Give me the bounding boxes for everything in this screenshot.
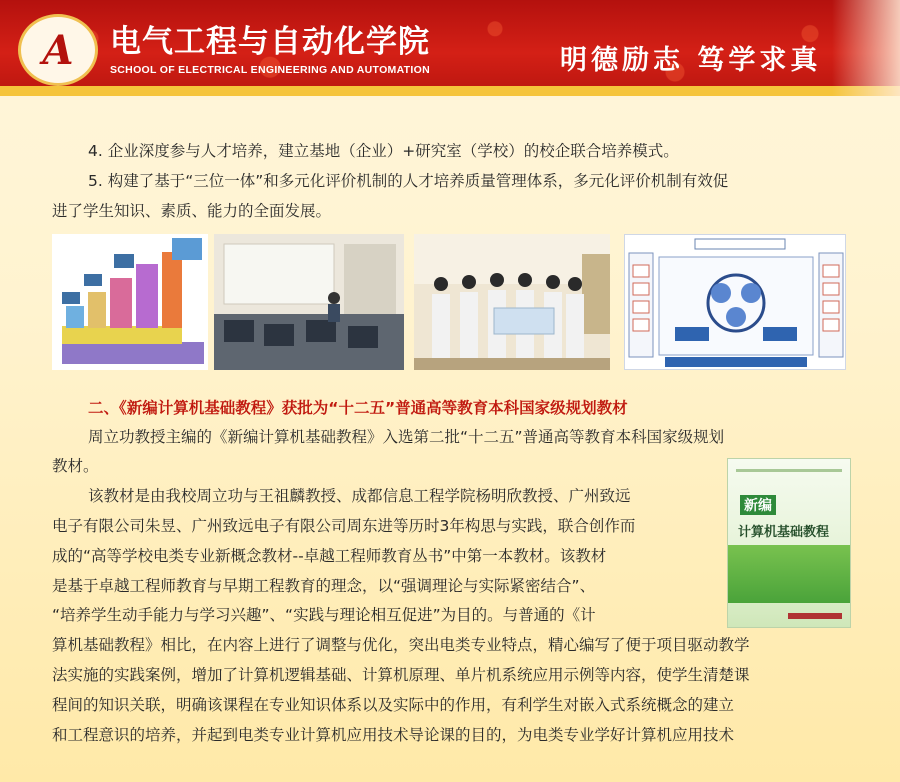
para-2-line-3: 成的“高等学校电类专业新概念教材--卓越工程师教育丛书”中第一本教材。该教材 xyxy=(52,547,607,565)
book-publisher-mark xyxy=(788,613,842,619)
para-2-line-8: 程间的知识关联，明确该课程在专业知识体系以及实际中的作用，有利学生对嵌入式系统概念的建立 xyxy=(52,696,735,714)
para-2-line-9: 和工程意识的培养，并起到电类专业计算机应用技术导论课的目的，为电类专业学好计算机应用技术 xyxy=(52,726,735,744)
book-logo: 新编 xyxy=(740,495,776,515)
header-banner xyxy=(0,0,900,96)
banner-gold-band xyxy=(0,86,900,96)
school-name-en: SCHOOL OF ELECTRICAL ENGINEERING AND AUTOMATION xyxy=(110,64,430,76)
para-2-line-4: 是基于卓越工程师教育与早期工程教育的理念，以“强调理论与实际紧密结合”、 xyxy=(52,577,596,595)
school-name-cn: 电气工程与自动化学院 xyxy=(110,24,430,60)
para-2-line-5: “培养学生动手能力与学习兴趣”、“实践与理论相互促进”为目的。与普通的《计 xyxy=(52,606,596,624)
book-band xyxy=(728,545,850,603)
para-2-line-1: 该教材是由我校周立功与王祖麟教授、成都信息工程学院杨明欣教授、广州致远 xyxy=(88,487,631,505)
item-5-line-1: 5. 构建了基于“三位一体”和多元化评价机制的人才培养质量管理体系，多元化评价机制有效促 xyxy=(88,172,729,190)
staircase-chart-photo xyxy=(52,234,208,370)
section-2-title: 二、《新编计算机基础教程》获批为“十二五”普通高等教育本科国家级规划教材 xyxy=(88,399,628,417)
para-2-line-2: 电子有限公司朱昱、广州致远电子有限公司周东进等历时3年构思与实践，联合创作而 xyxy=(52,517,636,535)
book-title: 计算机基础教程 xyxy=(738,525,830,540)
diagram-photo xyxy=(624,234,846,370)
item-4: 4. 企业深度参与人才培养，建立基地（企业）+研究室（学校）的校企联合培养模式。 xyxy=(88,142,679,160)
statue-image xyxy=(832,0,900,96)
para-2-line-6: 算机基础教程》相比，在内容上进行了调整与优化，突出电类专业特点，精心编写了便于项目驱动教学 xyxy=(52,636,750,654)
group-photo xyxy=(414,234,610,370)
school-logo xyxy=(18,14,98,86)
classroom-photo xyxy=(214,234,404,370)
classroom-graphic xyxy=(214,234,404,370)
para-1-line-1: 周立功教授主编的《新编计算机基础教程》入选第二批“十二五”普通高等教育本科国家级规划 xyxy=(88,428,725,446)
para-2-line-7: 法实施的实践案例，增加了计算机逻辑基础、计算机原理、单片机系统应用示例等内容，使学生清楚课 xyxy=(52,666,750,684)
para-1-line-2: 教材。 xyxy=(52,457,99,475)
book-cover xyxy=(727,458,851,628)
book-header-line xyxy=(736,469,842,472)
group-graphic xyxy=(414,234,610,370)
item-5-line-2: 进了学生知识、素质、能力的全面发展。 xyxy=(52,202,332,220)
diagram-graphic xyxy=(625,235,846,370)
school-logo-letter: A xyxy=(42,26,74,74)
staircase-chart-graphic xyxy=(52,234,208,370)
school-motto: 明德励志 笃学求真 xyxy=(560,45,822,76)
